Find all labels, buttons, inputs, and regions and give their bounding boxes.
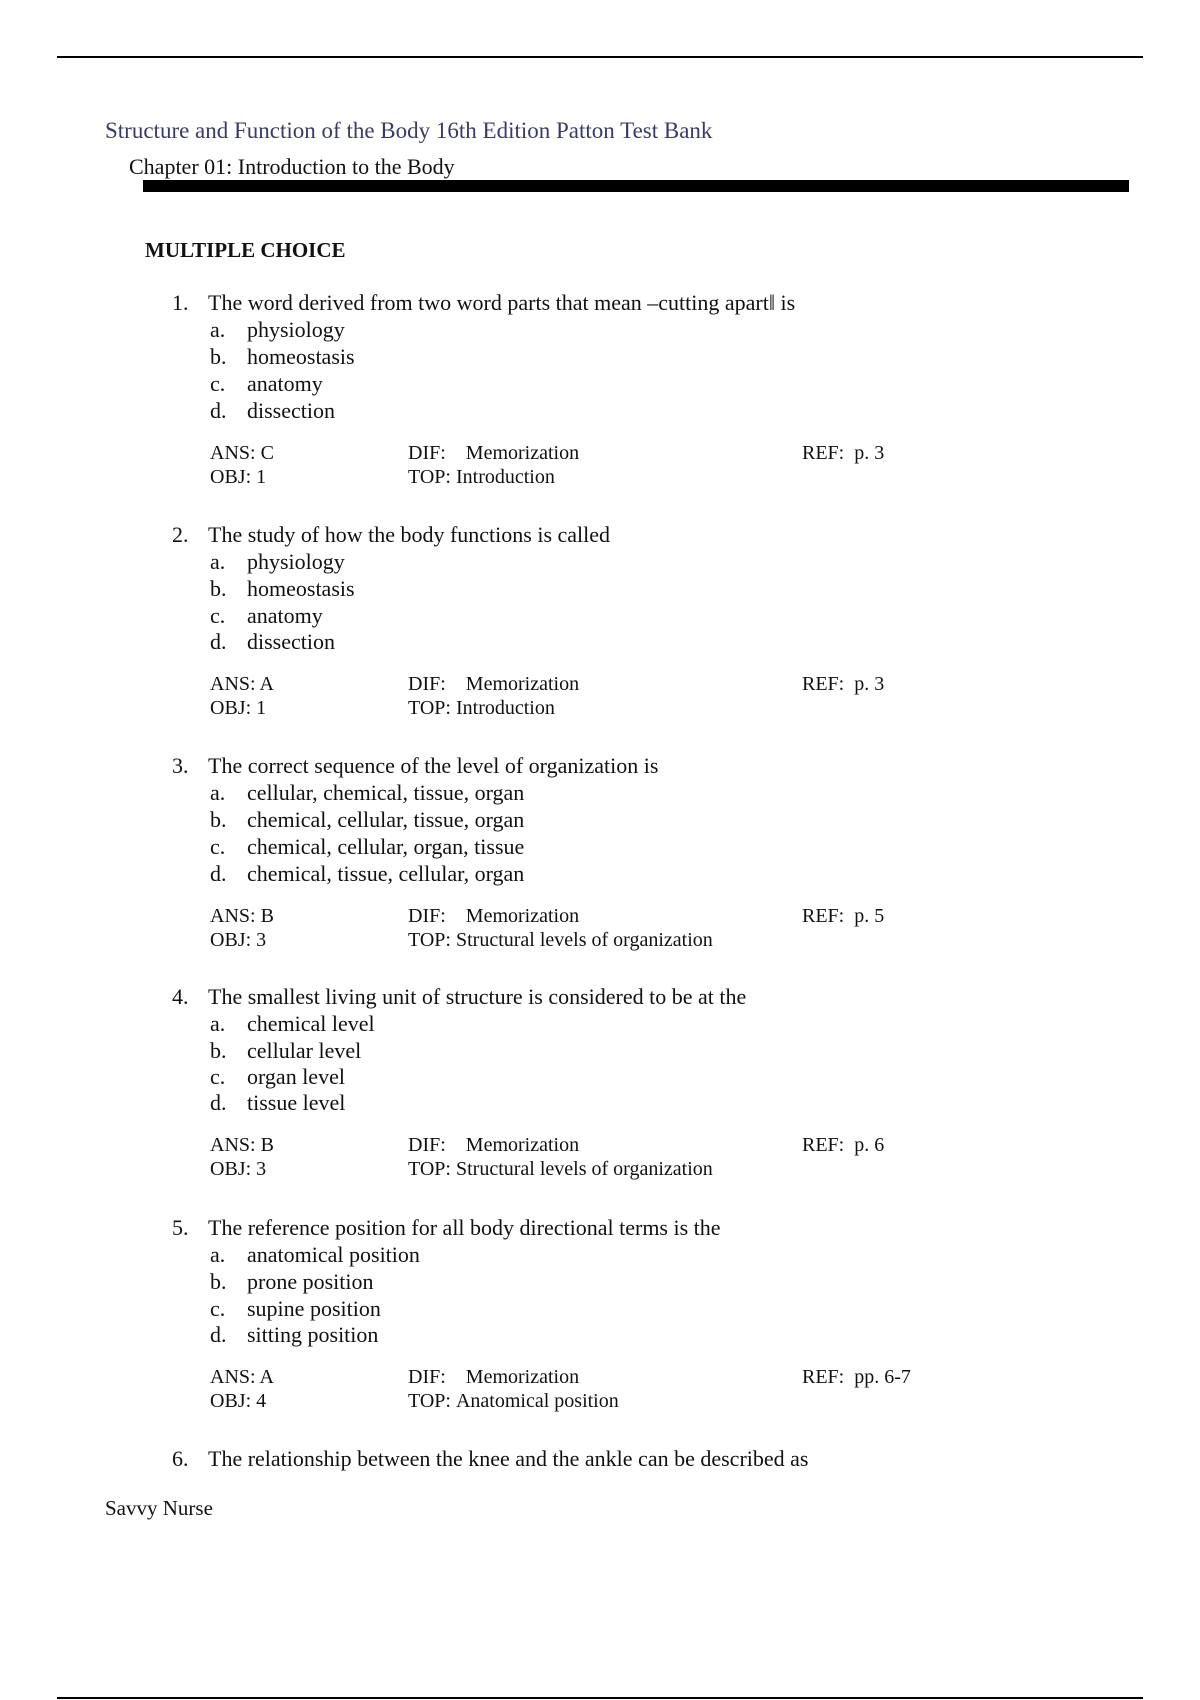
difficulty [408,905,579,928]
option-letter: a. [210,549,226,574]
answer: ANS: B [210,905,274,927]
option-c [210,1296,381,1322]
option-text: homeostasis [247,344,355,369]
option-letter: c. [210,371,226,396]
option-letter: b. [210,807,227,832]
objective: OBJ: 3 [210,1158,267,1180]
question-stem: The word derived from two word parts that mean –cutting apart‖ is [208,290,796,315]
question-number: 1. [172,290,189,315]
question-stem: The relationship between the knee and the ankle can be described as [208,1446,809,1471]
difficulty-label: DIF: [408,1366,446,1388]
option-d [210,861,524,887]
option-letter: c. [210,834,226,859]
option-a [210,549,345,575]
reference [802,442,884,465]
topic-value: Introduction [455,697,555,719]
reference-value: p. 5 [854,905,885,927]
difficulty [408,1366,579,1389]
question-2 [0,522,1200,742]
reference-label: REF: [802,905,845,927]
option-letter: d. [210,861,227,886]
option-text: chemical, tissue, cellular, organ [247,861,525,886]
difficulty [408,673,579,696]
option-letter: a. [210,1011,226,1036]
objective: OBJ: 1 [210,466,267,488]
topic-value: Structural levels of organization [455,1158,713,1180]
question-stem: The reference position for all body directional terms is the [208,1215,721,1240]
option-text: dissection [247,398,335,423]
difficulty-value: Memorization [465,905,580,927]
answer: ANS: B [210,1134,274,1156]
difficulty-value: Memorization [465,673,580,695]
option-text: chemical, cellular, organ, tissue [247,834,525,859]
option-d [210,629,335,655]
option-c [210,371,323,397]
option-letter: d. [210,1322,227,1347]
difficulty-value: Memorization [465,442,580,464]
document-title: Structure and Function of the Body 16th Edition Patton Test Bank [105,118,713,143]
option-letter: d. [210,629,227,654]
difficulty-value: Memorization [465,1134,580,1156]
option-text: supine position [247,1296,381,1321]
topic-label: TOP: [408,1390,451,1412]
option-b [210,344,355,370]
difficulty [408,442,579,465]
difficulty-label: DIF: [408,905,446,927]
question-6 [0,1446,1200,1486]
question-number: 3. [172,753,189,778]
topic-label: TOP: [408,929,451,951]
difficulty-label: DIF: [408,1134,446,1156]
option-letter: c. [210,603,226,628]
top-rule [57,56,1143,58]
reference-value: pp. 6-7 [854,1366,911,1388]
chapter-heading: Chapter 01: Introduction to the Body [129,154,455,179]
topic-label: TOP: [408,697,451,719]
reference-value: p. 3 [854,442,885,464]
answer: ANS: C [210,442,274,464]
question-1 [0,290,1200,510]
reference [802,673,884,696]
topic [408,697,555,720]
bottom-rule [57,1697,1143,1699]
reference-label: REF: [802,1366,845,1388]
option-text: chemical level [247,1011,375,1036]
topic [408,1158,713,1181]
reference-value: p. 3 [854,673,885,695]
option-text: cellular level [247,1038,362,1063]
difficulty [408,1134,579,1157]
option-text: chemical, cellular, tissue, organ [247,807,525,832]
objective: OBJ: 4 [210,1390,267,1412]
option-b [210,576,355,602]
option-a [210,780,524,806]
topic-value: Structural levels of organization [455,929,713,951]
option-text: sitting position [247,1322,379,1347]
option-letter: b. [210,344,227,369]
option-letter: c. [210,1064,226,1089]
option-b [210,1269,374,1295]
question-stem: The study of how the body functions is called [208,522,611,547]
option-c [210,1064,345,1090]
option-text: homeostasis [247,576,355,601]
reference [802,1366,911,1389]
topic [408,929,713,952]
reference [802,905,884,928]
question-stem: The correct sequence of the level of organization is [208,753,659,778]
option-text: physiology [247,317,345,342]
option-text: tissue level [247,1090,346,1115]
option-letter: b. [210,576,227,601]
option-c [210,834,524,860]
option-c [210,603,323,629]
reference [802,1134,884,1157]
option-letter: a. [210,780,226,805]
objective: OBJ: 1 [210,697,267,719]
option-letter: b. [210,1038,227,1063]
option-text: anatomy [247,603,323,628]
question-number: 2. [172,522,189,547]
reference-label: REF: [802,442,845,464]
option-a [210,1242,420,1268]
topic [408,1390,619,1413]
option-d [210,1090,345,1116]
difficulty-label: DIF: [408,442,446,464]
answer: ANS: A [210,1366,274,1388]
option-text: anatomical position [247,1242,420,1267]
topic-label: TOP: [408,466,451,488]
reference-label: REF: [802,673,845,695]
topic-value: Anatomical position [455,1390,619,1412]
option-letter: d. [210,1090,227,1115]
question-4 [0,984,1200,1204]
difficulty-value: Memorization [465,1366,580,1388]
topic-value: Introduction [455,466,555,488]
option-b [210,1038,361,1064]
topic-label: TOP: [408,1158,451,1180]
question-number: 5. [172,1215,189,1240]
option-letter: c. [210,1296,226,1321]
option-d [210,1322,378,1348]
objective: OBJ: 3 [210,929,267,951]
question-stem: The smallest living unit of structure is considered to be at the [208,984,747,1009]
option-d [210,398,335,424]
option-text: organ level [247,1064,345,1089]
chapter-underline [143,180,1129,192]
option-letter: d. [210,398,227,423]
section-heading: MULTIPLE CHOICE [145,238,346,262]
option-letter: b. [210,1269,227,1294]
option-b [210,807,524,833]
option-text: cellular, chemical, tissue, organ [247,780,525,805]
answer: ANS: A [210,673,274,695]
option-text: dissection [247,629,335,654]
question-3 [0,753,1200,973]
option-text: physiology [247,549,345,574]
question-number: 6. [172,1446,189,1471]
option-text: prone position [247,1269,374,1294]
difficulty-label: DIF: [408,673,446,695]
question-number: 4. [172,984,189,1009]
option-text: anatomy [247,371,323,396]
reference-value: p. 6 [854,1134,885,1156]
option-letter: a. [210,317,226,342]
option-a [210,317,345,343]
option-a [210,1011,375,1037]
footer-text: Savvy Nurse [105,1496,213,1520]
option-letter: a. [210,1242,226,1267]
reference-label: REF: [802,1134,845,1156]
question-5 [0,1215,1200,1435]
topic [408,466,555,489]
